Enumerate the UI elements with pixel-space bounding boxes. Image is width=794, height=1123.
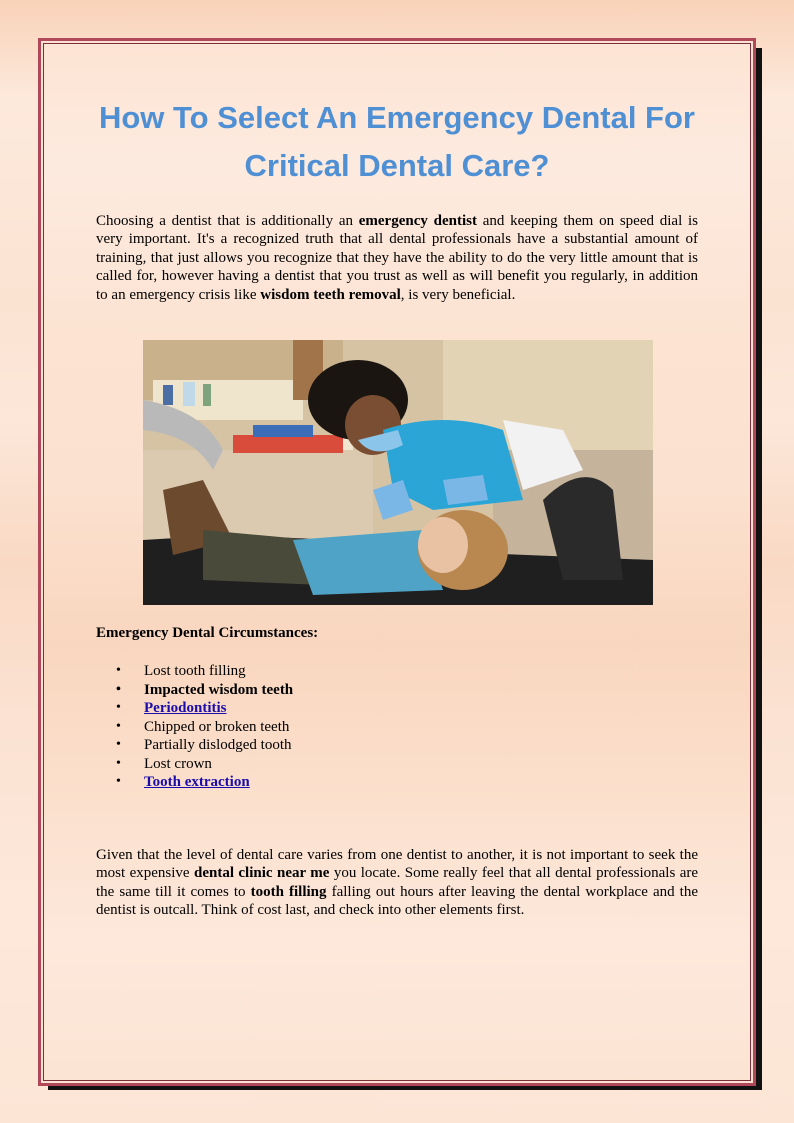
list-item <box>96 755 293 774</box>
title-line-2: Critical Dental Care? <box>244 148 550 183</box>
page-title <box>60 94 734 190</box>
dentist-child-photo <box>143 340 653 605</box>
list-item <box>96 773 293 792</box>
list-item-label: Impacted wisdom teeth <box>144 681 294 698</box>
list-item-label: Lost crown <box>144 755 212 772</box>
intro-bold-wisdom-teeth: wisdom teeth removal <box>260 286 401 303</box>
emergency-list <box>96 662 293 792</box>
list-item-label: Chipped or broken teeth <box>144 718 290 735</box>
list-item-label: Lost tooth filling <box>144 663 246 679</box>
list-item <box>96 736 293 755</box>
intro-text-1: Choosing a dentist that is additionally an <box>96 213 359 229</box>
list-item <box>96 718 293 737</box>
intro-text-3: , is very beneficial. <box>400 286 516 303</box>
list-item <box>96 662 293 681</box>
closing-text-2: you locate. Some really feel that all dental professionals are the same till it comes to <box>96 865 699 900</box>
list-item <box>96 699 293 718</box>
section-heading: Emergency Dental Circumstances: <box>96 625 319 641</box>
closing-paragraph <box>96 846 698 920</box>
closing-text-3: falling out hours after leaving the dental workplace and the dentist is outcall. Think of cost last, and check into other elements first. <box>96 883 698 919</box>
intro-paragraph <box>96 212 698 304</box>
list-item <box>96 681 293 700</box>
title-line-1: How To Select An Emergency Dental For <box>98 100 695 135</box>
periodontitis-link[interactable]: Periodontitis <box>144 700 227 716</box>
intro-text-2: and keeping them on speed dial is very important. It's a recognized truth that all dental professionals have a substantial amount of training, that just allows you recognize that they have the ability to do the very little amount that is called for, however having a dentist that you trust as well as will benefit you regularly, in addition to an emergency crisis like <box>96 213 698 303</box>
closing-bold-dental-clinic: dental clinic near me <box>193 865 330 882</box>
list-item-label: Partially dislodged tooth <box>144 737 292 753</box>
closing-bold-tooth-filling: tooth filling <box>250 883 327 900</box>
closing-text-1: Given that the level of dental care varies from one dentist to another, it is not important to seek the most expensive <box>96 847 698 882</box>
intro-bold-emergency-dentist: emergency dentist <box>358 213 477 229</box>
tooth-extraction-link[interactable]: Tooth extraction <box>144 774 250 790</box>
